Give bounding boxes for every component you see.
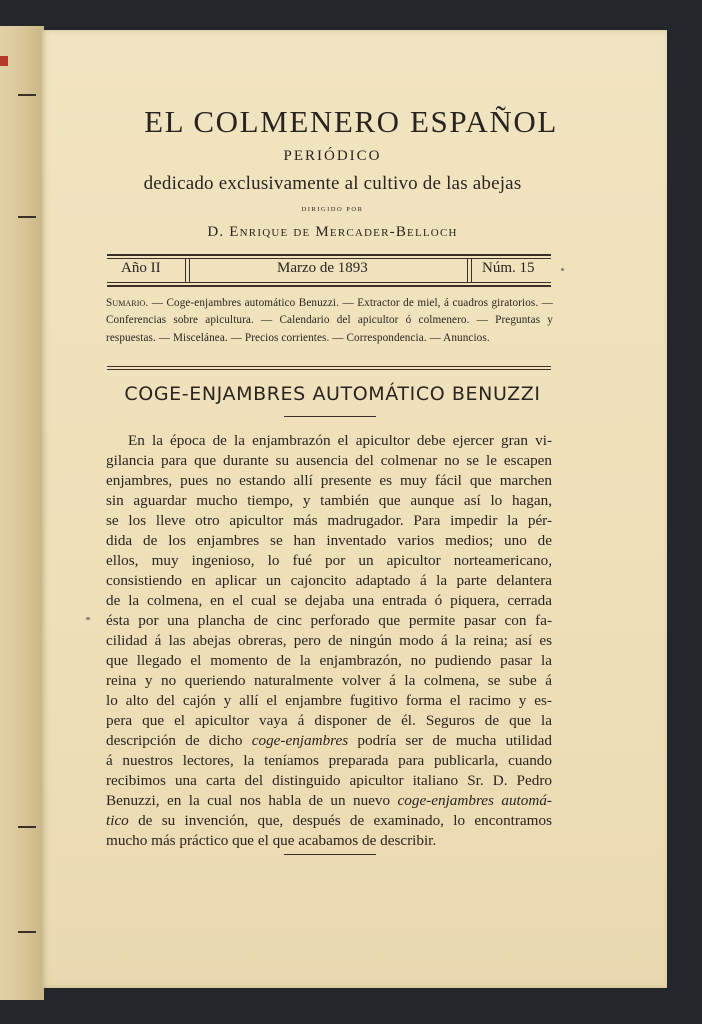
article-line: En la época de la enjambrazón el apicultor debe ejercer gran vi- [128,432,552,449]
article-line: enjambres, pues no estando allí presente es muy fácil que marchen [106,472,552,489]
article-line: pera que el apicultor vaya á disponer de él. Seguros de que la [106,712,552,729]
summary-text: — Coge-enjambres automático Benuzzi. — Extractor de miel, á cuadros giratorios. — Conferencias sobre apicultura. — Calendario del apicultor ó colmenero. — Preguntas y respuestas. — Miscelánea. — Precios corrientes. — Correspondencia. — Anuncios. [106,297,553,344]
article-end-rule [284,854,376,855]
article-line: ésta por una plancha de cinc perforado que permite pasar con fa- [106,612,552,629]
article-text: Benuzzi, en la cual nos habla de un nuevo [106,792,398,809]
article-line: á nuestros lectores, la teníamos preparada para publicarla, cuando [106,752,552,769]
binding-thread-mark [18,931,36,933]
issue-bar-divider [185,258,190,282]
article-line: lo alto del cajón y allí el enjambre fugitivo forma el racimo y es- [106,692,552,709]
issue-number: Núm. 15 [482,260,535,276]
summary-bottom-rule [107,366,551,367]
article-line: recibimos una carta del distinguido apicultor italiano Sr. D. Pedro [106,772,552,789]
article-line [106,791,552,811]
article-line: de la colmena, en el cual se dejaba una entrada ó piquera, cerrada [106,592,552,609]
summary [106,295,553,347]
print-speck [86,617,90,620]
summary-label: Sumario. [106,297,149,309]
article-line: reina y no queriendo naturalmente volver á la colmena, se sube á [106,672,552,689]
article-line [106,811,552,831]
article-text: descripción de dicho [106,732,252,749]
issue-year: Año II [121,260,161,276]
article-line: que llegado el momento de la enjambrazón, no pudiendo pasar la [106,652,552,669]
article-italic-text: tico [106,812,129,829]
director-name: D. Enrique de Mercader-Belloch [207,224,458,240]
binding-thread-mark [18,826,36,828]
article-title: COGE-ENJAMBRES AUTOMÁTICO BENUZZI [124,383,541,405]
article-text: podría ser de mucha utilidad [348,732,552,749]
print-speck [561,268,564,271]
issue-bar-bottom-rule-thin [107,282,551,283]
masthead-tagline: dedicado exclusivamente al cultivo de las abejas [143,173,522,194]
page-edge-mark [0,56,8,66]
issue-bar-bottom-rule [107,285,551,287]
article-line: sin aguardar mucho tiempo, y también que aunque así lo hagan, [106,492,552,509]
article-body [106,431,552,851]
article-line [106,731,552,751]
issue-date: Marzo de 1893 [277,260,368,276]
issue-bar-divider [467,258,472,282]
binding-thread-mark [18,216,36,218]
article-italic-text: coge-enjambres automá- [397,792,552,809]
article-line: cilidad á las abejas obreras, pero de ningún modo á la reina; así es [106,632,552,649]
article-line: gilancia para que durante su ausencia del colmenar no se le escapen [106,452,552,469]
binding-thread-mark [18,94,36,96]
article-line: consistiendo en aplicar un cajoncito adaptado á la parte delantera [106,572,552,589]
article-italic-text: coge-enjambres [251,732,349,749]
article-line: se los lleve otro apicultor más madrugador. Para impedir la pér- [106,512,552,529]
summary-bottom-rule-2 [107,369,551,370]
directed-by-label: DIRIGIDO POR [301,206,364,213]
article-line-last: mucho más práctico que el que acabamos de describir. [106,832,437,849]
issue-bar [107,255,551,285]
article-line: ellos, muy ingenioso, lo fué por un apicultor norteamericano, [106,552,552,569]
article-title-rule [284,416,376,417]
article-text: de su invención, que, después de examinado, lo encontramos [128,812,552,829]
masthead-title: EL COLMENERO ESPAÑOL [144,104,558,139]
masthead-kind: PERIÓDICO [283,148,382,164]
article-line: dida de los enjambres se han inventado varios medios; uno de [106,532,552,549]
